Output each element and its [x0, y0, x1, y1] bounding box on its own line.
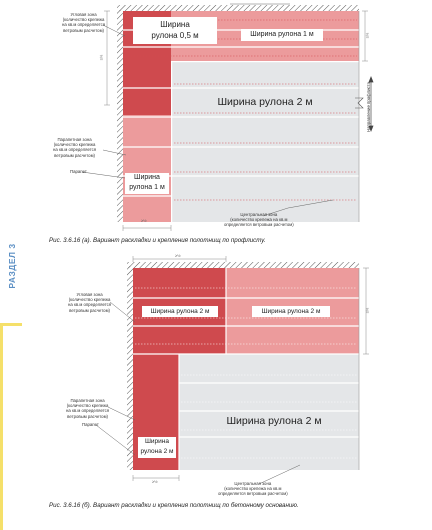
- figure-a-caption: Рис. 3.6.16 (а). Вариант раскладки и крепления полотнищ по профлисту.: [49, 237, 266, 244]
- figure-a-roll-05-box: Ширина рулона 0,5 м: [133, 17, 217, 44]
- figure-a-dim-left: ≥½: [98, 54, 104, 61]
- section-tab-label: РАЗДЕЛ 3: [7, 243, 17, 289]
- figure-b-dim-bottom: ≥½: [152, 479, 158, 484]
- figure-b-parapet-left: [127, 266, 133, 470]
- figure-b-parapet-label: Парапет: [82, 422, 99, 427]
- figure-b-parapet-zone-label: Парапетная зона (количество крепежа на кв.м определяется ветровым расчетом): [66, 398, 110, 419]
- figure-b-roll-2-left-box: Ширина рулона 2 м: [138, 437, 176, 458]
- figure-b-roll-2-box-b: Ширина рулона 2 м: [252, 306, 330, 317]
- figure-a-dim-right: ≥½: [364, 32, 370, 39]
- figure-a-parapet-left: [117, 10, 123, 222]
- figure-b-roll-2-main-label: Ширина рулона 2 м: [226, 415, 322, 427]
- figure-a-parapet-zone-label: Парапетная зона (количество крепежа на кв.м определяется ветровым расчетом): [53, 137, 97, 158]
- figure-b-caption: Рис. 3.6.16 (б). Вариант раскладки и крепления полотнищ по бетонному основанию.: [49, 502, 299, 509]
- figure-b-dim-top: ≥½: [175, 253, 181, 258]
- figure-a-roll-1-left-box: Ширина рулона 1 м: [125, 173, 169, 194]
- figure-b-dim-right: ≥½: [364, 307, 370, 314]
- figure-a-parapet-label: Парапет: [70, 169, 87, 174]
- figure-b-central-zone-label: Центральная зона (количество крепежа на кв.м определяется ветровым расчетом): [218, 481, 288, 497]
- figure-b-parapet-top: [127, 262, 359, 268]
- figure-a-roll-2-label: Ширина рулона 2 м: [217, 96, 313, 108]
- figure-a-direction-label: Направление профлиста: [366, 82, 371, 132]
- figure-b-corner-zone-label: Угловая зона (количество крепежа на кв.м определяется ветровым расчетом): [68, 292, 112, 313]
- figure-a-roll-1-box: Ширина рулона 1 м: [241, 29, 323, 41]
- figure-a-central-zone-label: Центральная зона (количество крепежа на кв.м определяется ветровым расчетом): [224, 212, 294, 228]
- figure-a-parapet-top: [117, 5, 359, 11]
- figure-a-dim-bottom: ≥½: [141, 218, 147, 223]
- figure-a-corner-zone-label: Угловая зона (количество крепежа на кв.м определяется ветровым расчетом): [62, 12, 106, 33]
- figure-b-roll-2-box-a: Ширина рулона 2 м: [142, 306, 218, 317]
